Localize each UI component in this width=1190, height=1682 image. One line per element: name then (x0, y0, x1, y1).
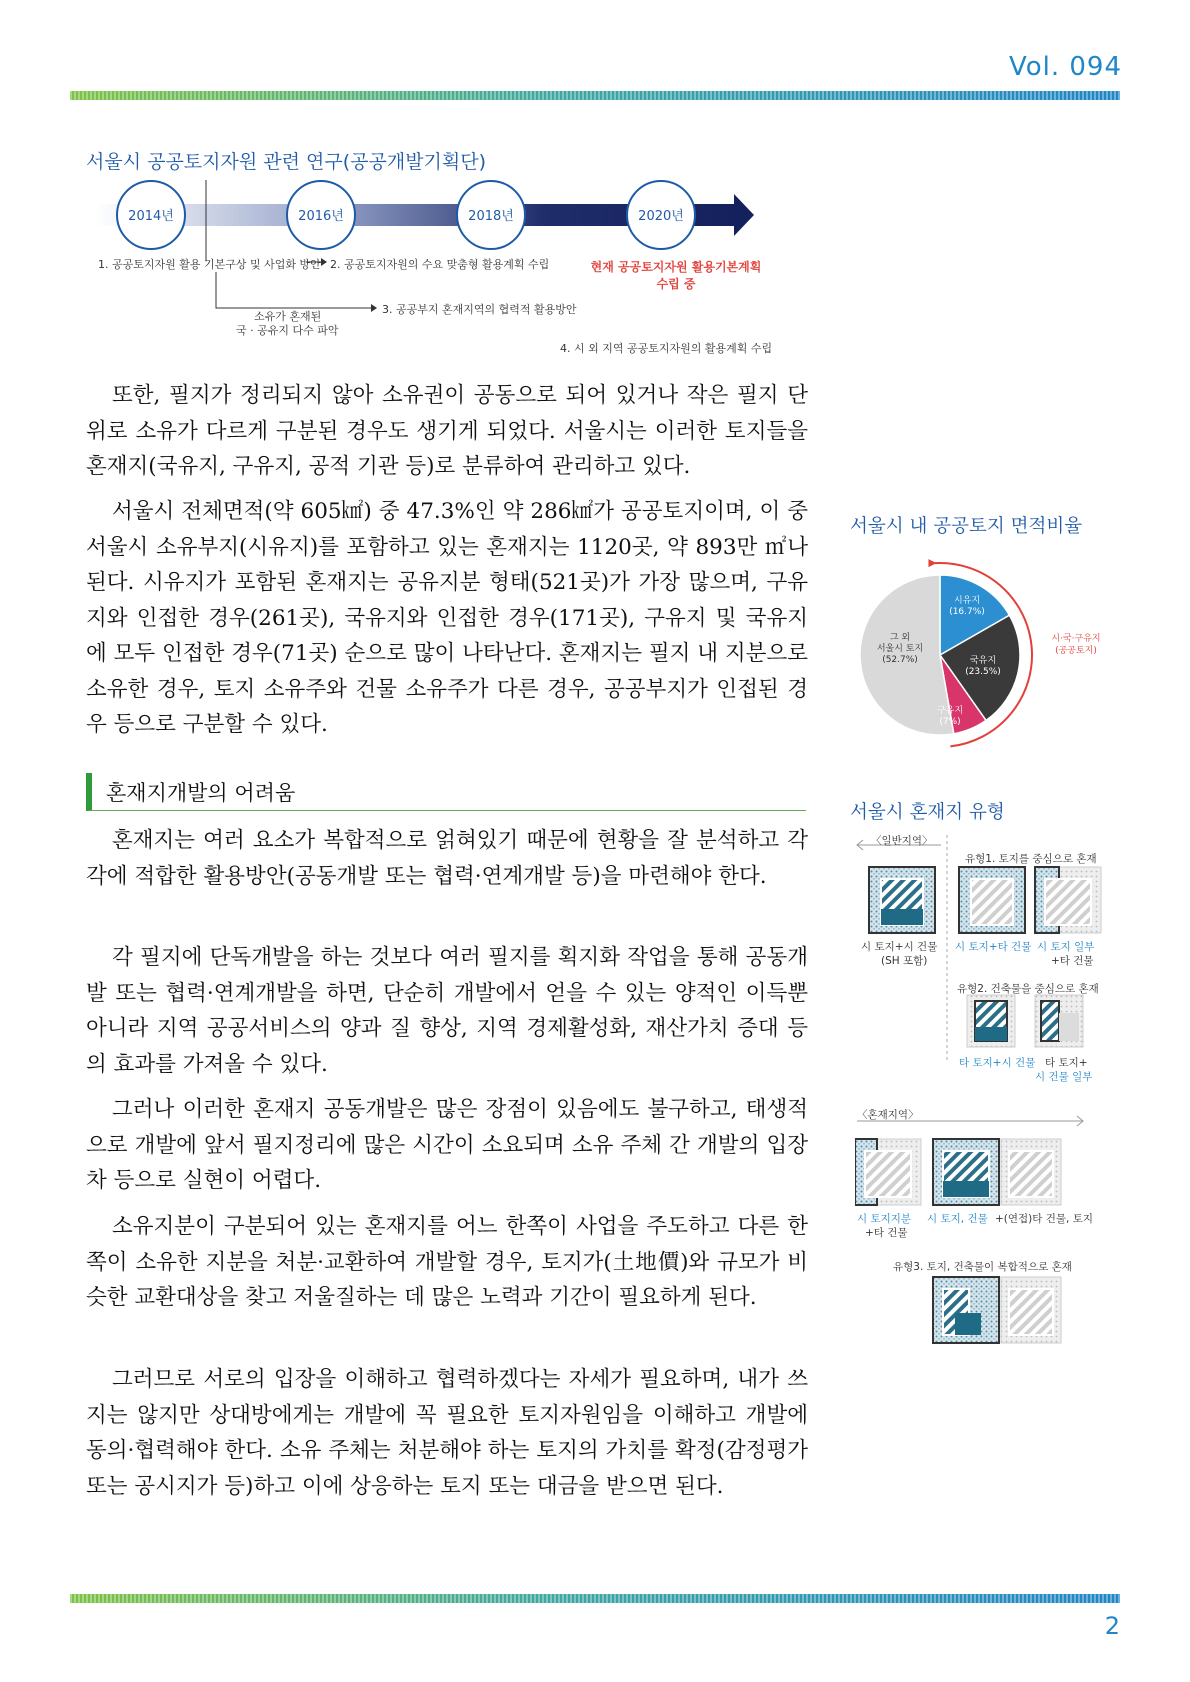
paragraph-3: 혼재지는 여러 요소가 복합적으로 얽혀있기 때문에 현황을 잘 분석하고 각각에 적합한 활용방안(공동개발 또는 협력·연계개발 등)을 마련해야 한다. (86, 828, 808, 889)
timeline-note-mixed-2: 국 · 공유지 다수 파악 (236, 324, 339, 337)
slice-value-sy: (16.7%) (949, 607, 985, 617)
volume-label: Vol. 094 (1008, 52, 1122, 82)
type-c-label-1: 시 토지 일부 (1037, 941, 1095, 953)
paragraph-2: 서울시 전체면적(약 605㎢) 중 47.3%인 약 286㎢가 공공토지이며, 이 중 서울시 소유부지(시유지)를 포함하고 있는 혼재지는 1120곳, 약 893만 ㎡나 된다. 시유지가 포함된 혼재지는 공유지분 형태(521곳)가 가장 많으며, 구유지와 인접한 경우(261곳), 국유지와 인접한 경우(171곳), 구유지 및 국유지에 모두 인접한 경우(71곳) 순으로 많이 나타난다. 혼재지는 필지 내 지분으로 소유한 경우, 토지 소유주와 건물 소유주가 다른 경우, 공공부지가 인접된 경우 등으로 구분할 수 있다. (86, 499, 808, 737)
type1-label: 유형1. 토지를 중심으로 혼재 (965, 853, 1097, 865)
section-heading-text: 혼재지개발의 어려움 (106, 781, 296, 805)
pie-svg (850, 555, 1110, 755)
general-area-label: 〈일반지역〉 (871, 835, 933, 847)
paragraph-7: 그러므로 서로의 입장을 이해하고 협력하겠다는 자세가 필요하며, 내가 쓰지는 않지만 상대방에게는 개발에 꼭 필요한 토지자원임을 이해하고 개발에 동의·협력해야 한다. 소유 주체는 처분해야 하는 토지의 가치를 확정(감정평가 또는 공시지가 등)하고 이에 상응하는 토지 또는 대금을 받으면 된다. (86, 1367, 808, 1499)
timeline-note-4: 4. 시 외 지역 공공토지자원의 활용계획 수립 (560, 342, 773, 355)
type-g-label-2: +(연접)타 건물, 토지 (995, 1213, 1094, 1225)
type-f-label-1: 시 토지지분 (857, 1213, 912, 1225)
pie-side-label-1: 시·국·구유지 (1051, 634, 1101, 644)
type3-label: 유형3. 토지, 건축물이 복합적으로 혼재 (893, 1261, 1072, 1273)
slice-label-gu: 구유지 (936, 706, 964, 716)
type2-label: 유형2. 건축물을 중심으로 혼재 (957, 983, 1099, 995)
slice-label-other-2: 서울시 토지 (876, 644, 924, 654)
timeline-current-line1: 현재 공공토지자원 활용기본계획 (590, 260, 762, 274)
slice-label-other-1: 그 외 (889, 633, 911, 643)
type-c-label-2: +타 건물 (1051, 955, 1094, 967)
pie-chart (850, 555, 1110, 755)
header-bar (70, 91, 1120, 100)
type-b-label: 시 토지+타 건물 (955, 941, 1032, 953)
page-number: 2 (1104, 1612, 1120, 1640)
year-2016: 2016년 (298, 209, 344, 224)
slice-value-other: (52.7%) (882, 655, 918, 665)
type-a-label-2: (SH 포함) (881, 955, 928, 967)
paragraph-1: 또한, 필지가 정리되지 않아 소유권이 공동으로 되어 있거나 작은 필지 단위로 소유가 다르게 구분된 경우도 생기게 되었다. 서울시는 이러한 토지들을 혼재지(국유지, 구유지, 공적 기관 등)로 분류하여 관리하고 있다. (86, 383, 808, 479)
types-figure (855, 835, 1125, 1395)
timeline-note-3: 3. 공공부지 혼재지역의 협력적 활용방안 (382, 303, 577, 316)
timeline-note-2: 2. 공공토지자원의 수요 맞춤형 활용계획 수립 (330, 258, 550, 271)
type-f-label-2: +타 건물 (865, 1227, 908, 1239)
type-d-label: 타 토지+시 건물 (959, 1057, 1036, 1069)
pie-title: 서울시 내 공공토지 면적비율 (850, 516, 1083, 537)
year-2014: 2014년 (128, 209, 174, 224)
slice-label-sy: 시유지 (953, 596, 981, 606)
type-e-label-2: 시 건물 일부 (1035, 1071, 1093, 1083)
timeline-note-1: 1. 공공토지자원 활용 기본구상 및 사업화 방안 (98, 258, 321, 271)
footer-bar (70, 1594, 1120, 1603)
timeline-title: 서울시 공공토지자원 관련 연구(공공개발기획단) (86, 151, 487, 173)
timeline-note-mixed-1: 소유가 혼재된 (254, 310, 322, 323)
pie-side-label-2: (공공토지) (1055, 646, 1097, 656)
types-title: 서울시 혼재지 유형 (850, 802, 1005, 823)
slice-value-guk: (23.5%) (965, 667, 1001, 677)
slice-value-gu: (7%) (939, 717, 961, 727)
mixed-area-label: 〈혼재지역〉 (857, 1109, 919, 1121)
type-a-label-1: 시 토지+시 건물 (861, 941, 938, 953)
year-2018: 2018년 (468, 209, 514, 224)
timeline-current-status (576, 258, 776, 292)
paragraph-4: 각 필지에 단독개발을 하는 것보다 여러 필지를 획지화 작업을 통해 공동개발 또는 협력·연계개발을 하면, 단순히 개발에서 얻을 수 있는 양적인 이득뿐 아니라 지역 공공서비스의 양과 질 향상, 지역 경제활성화, 재산가치 증대 등의 효과를 가져올 수 있다. (86, 945, 808, 1077)
pie-arc-arrow (928, 559, 936, 567)
timeline-figure (86, 180, 773, 360)
paragraph-5: 그러나 이러한 혼재지 공동개발은 많은 장점이 있음에도 불구하고, 태생적으로 개발에 앞서 필지정리에 많은 시간이 소요되며 소유 주체 간 개발의 입장 차 등으로 실현이 어렵다. (86, 1097, 808, 1193)
type-e-label-1: 타 토지+ (1045, 1057, 1088, 1069)
type-g-label-1: 시 토지, 건물 (927, 1213, 988, 1225)
timeline-current-line2: 수립 중 (656, 277, 696, 291)
slice-label-guk: 국유지 (969, 656, 997, 666)
paragraph-6: 소유지분이 구분되어 있는 혼재지를 어느 한쪽이 사업을 주도하고 다른 한쪽이 소유한 지분을 처분·교환하여 개발할 경우, 토지가(土地價)와 규모가 비슷한 교환대상을 찾고 저울질하는 데 많은 노력과 기간이 필요하게 된다. (86, 1214, 808, 1310)
section-heading (86, 773, 806, 811)
year-2020: 2020년 (638, 209, 684, 224)
